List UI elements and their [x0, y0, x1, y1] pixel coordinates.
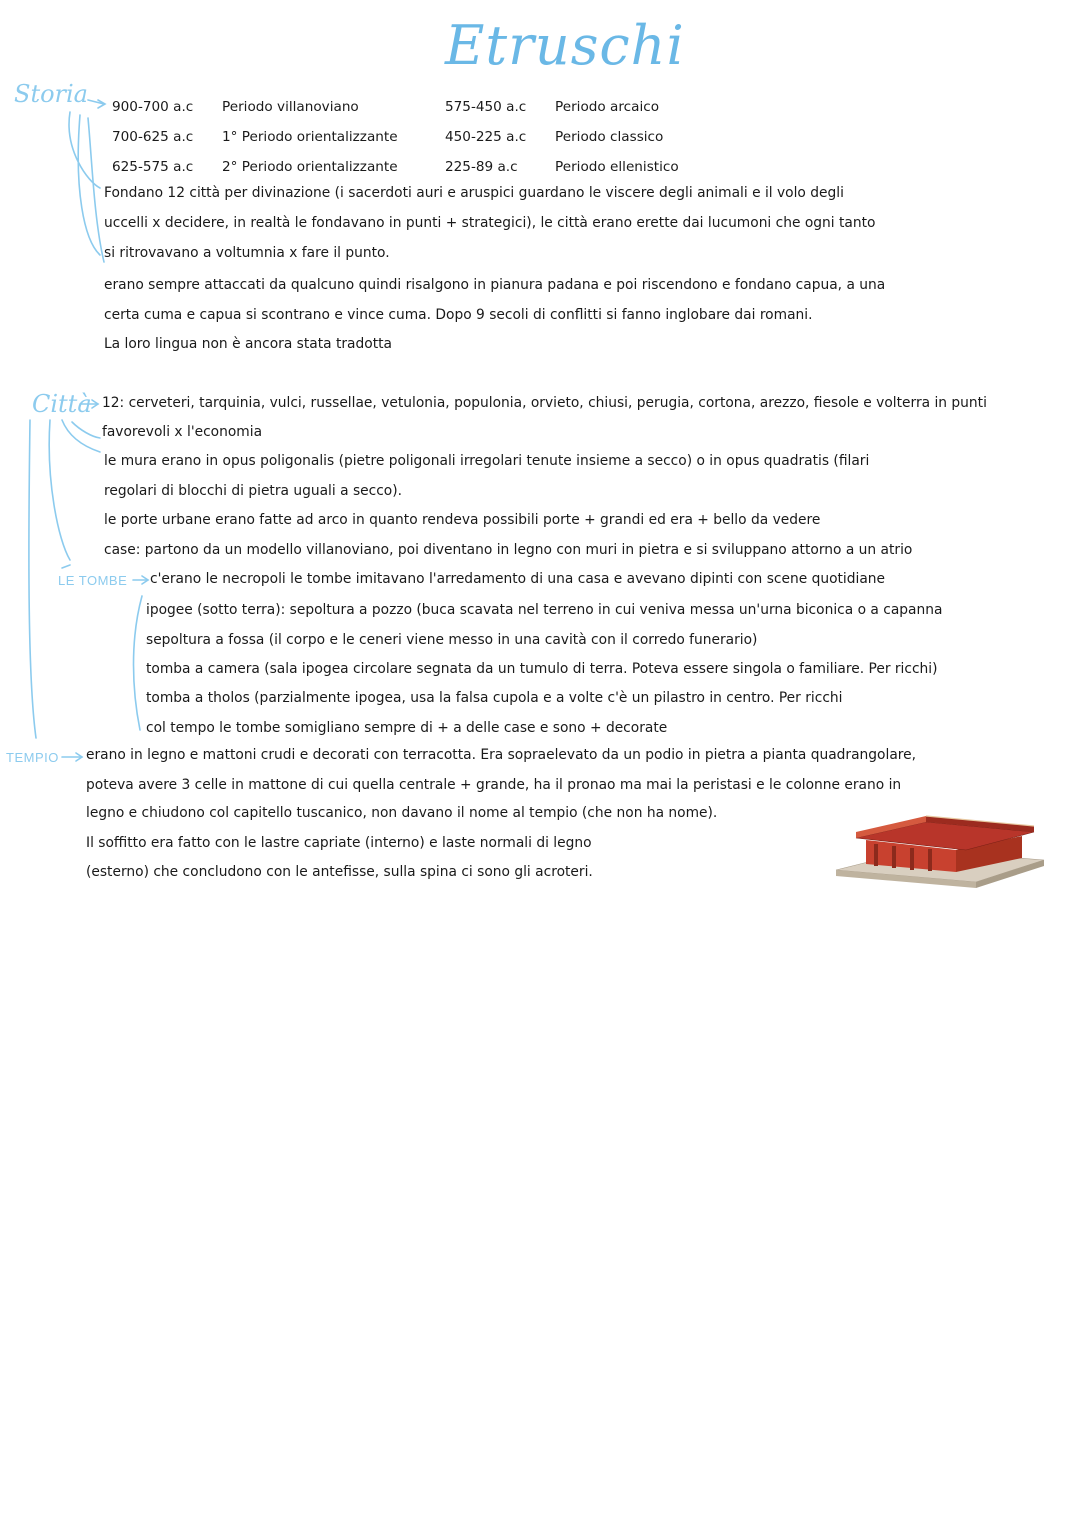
section-label-storia: Storia [14, 80, 88, 108]
tempio-line: Il soffitto era fatto con le lastre capriate (interno) e laste normali di legno [86, 835, 592, 851]
section-label-citta: Città [32, 390, 92, 418]
citta-line: favorevoli x l'economia [102, 424, 263, 440]
period-name: 1° Periodo orientalizzante [222, 129, 398, 145]
period-name: 2° Periodo orientalizzante [222, 159, 398, 175]
tempio-line: poteva avere 3 celle in mattone di cui quella centrale + grande, ha il pronao ma mai la peristasi e le colonne erano in [86, 777, 902, 793]
tombe-conclusion: col tempo le tombe somigliano sempre di + a delle case e sono + decorate [146, 720, 668, 736]
page-title: Etruschi [445, 14, 685, 77]
period-date: 225-89 a.c [445, 159, 518, 175]
period-date: 700-625 a.c [112, 129, 194, 145]
storia-paragraph-line: uccelli x decidere, in realtà le fondavano in punti + strategici), le città erano erette dai lucumoni che ogni tanto [104, 215, 876, 231]
tombe-item: sepoltura a fossa (il corpo e le ceneri viene messo in una cavità con il corredo funerario) [146, 632, 758, 648]
storia-paragraph-line: Fondano 12 città per divinazione (i sacerdoti auri e aruspici guardano le viscere degli animali e il volo degli [104, 185, 844, 201]
period-name: Periodo villanoviano [222, 99, 359, 115]
storia-paragraph-line: erano sempre attaccati da qualcuno quindi risalgono in pianura padana e poi riscendono e fondano capua, a una [104, 277, 886, 293]
citta-case-line: case: partono da un modello villanoviano, poi diventano in legno con muri in pietra e si sviluppano attorno a un atrio [104, 542, 913, 558]
section-label-tempio: TEMPIO [6, 750, 59, 765]
storia-paragraph-line: La loro lingua non è ancora stata tradotta [104, 336, 392, 352]
tombe-item: ipogee (sotto terra): sepoltura a pozzo (buca scavata nel terreno in cui veniva messa un'urna biconica o a capanna [146, 602, 943, 618]
section-label-tombe: LE TOMBE [58, 573, 128, 588]
period-name: Periodo arcaico [555, 99, 660, 115]
tombe-intro: c'erano le necropoli le tombe imitavano l'arredamento di una casa e avevano dipinti con scene quotidiane [150, 571, 886, 587]
storia-paragraph-line: certa cuma e capua si scontrano e vince cuma. Dopo 9 secoli di conflitti si fanno inglobare dai romani. [104, 307, 813, 323]
tempio-line: legno e chiudono col capitello tuscanico, non davano il nome al tempio (che non ha nome). [86, 805, 718, 821]
citta-line: regolari di blocchi di pietra uguali a secco). [104, 483, 403, 499]
tempio-line: erano in legno e mattoni crudi e decorati con terracotta. Era sopraelevato da un podio in pietra a pianta quadrangolare, [86, 747, 917, 763]
period-date: 625-575 a.c [112, 159, 194, 175]
citta-line: le mura erano in opus poligonalis (pietre poligonali irregolari tenute insieme a secco) o in opus quadratis (filari [104, 453, 870, 469]
citta-line: 12: cerveteri, tarquinia, vulci, russellae, vetulonia, populonia, orvieto, chiusi, perugia, cortona, arezzo, fiesole e volterra in punti [102, 395, 987, 411]
period-date: 575-450 a.c [445, 99, 527, 115]
tempio-line: (esterno) che concludono con le antefisse, sulla spina ci sono gli acroteri. [86, 864, 593, 880]
citta-line: le porte urbane erano fatte ad arco in quanto rendeva possibili porte + grandi ed era + bello da vedere [104, 512, 821, 528]
etruscan-temple-illustration [826, 800, 1054, 892]
period-name: Periodo classico [555, 129, 664, 145]
tombe-item: tomba a camera (sala ipogea circolare segnata da un tumulo di terra. Poteva essere singola o familiare. Per ricchi) [146, 661, 938, 677]
period-name: Periodo ellenistico [555, 159, 679, 175]
period-date: 900-700 a.c [112, 99, 194, 115]
tombe-item: tomba a tholos (parzialmente ipogea, usa la falsa cupola e a volte c'è un pilastro in centro. Per ricchi [146, 690, 843, 706]
period-date: 450-225 a.c [445, 129, 527, 145]
storia-paragraph-line: si ritrovavano a voltumnia x fare il punto. [104, 245, 390, 261]
